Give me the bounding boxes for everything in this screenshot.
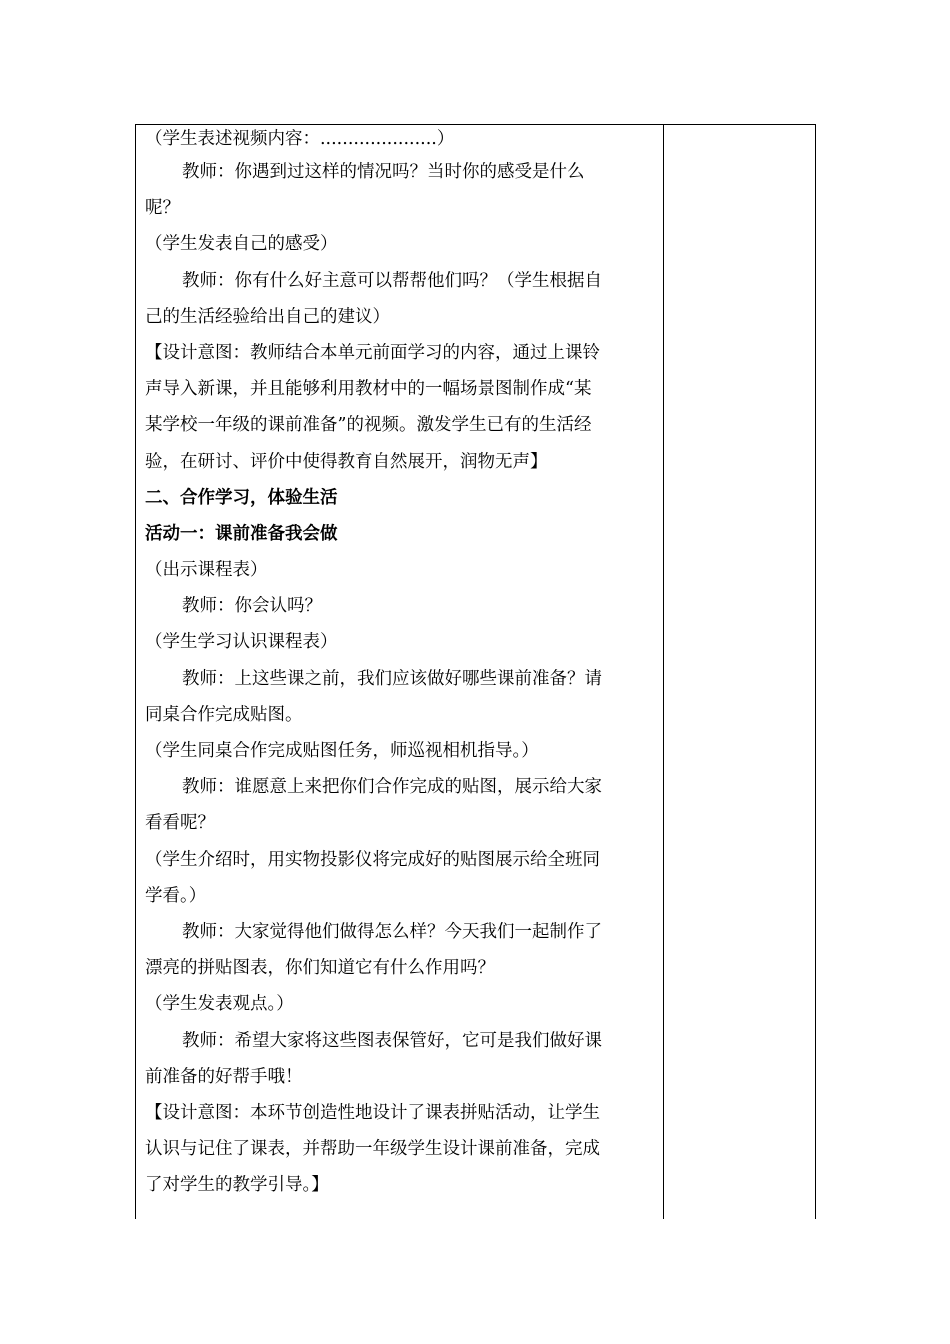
teacher-line-cont: 呢？: [145, 198, 180, 219]
teacher-line: 教师：上这些课之前，我们应该做好哪些课前准备？请: [182, 668, 602, 689]
design-intent-line: 验，在研讨、评价中使得教育自然展开，润物无声】: [145, 451, 548, 472]
notes-cell: [664, 125, 815, 1219]
design-intent-line: 某学校一年级的课前准备”的视频。激发学生已有的生活经: [145, 415, 592, 436]
teaching-process-cell: [145, 124, 655, 1203]
teacher-line-cont: 前准备的好帮手哦！: [145, 1066, 303, 1087]
student-line: （学生介绍时，用实物投影仪将完成好的贴图展示给全班同: [145, 849, 600, 870]
section-heading: 二、合作学习，体验生活: [145, 487, 338, 508]
design-intent-line: 【设计意图：本环节创造性地设计了课表拼贴活动，让学生: [145, 1102, 600, 1123]
student-line: （学生学习认识课程表）: [145, 632, 338, 653]
lesson-plan-table: [135, 124, 816, 1219]
student-line: （学生发表观点。）: [145, 994, 294, 1015]
teacher-line: 教师：你有什么好主意可以帮帮他们吗？（学生根据自: [182, 270, 602, 291]
design-intent-line: 了对学生的教学引导。】: [145, 1175, 329, 1196]
teacher-line: 教师：你会认吗？: [182, 596, 322, 617]
student-line-cont: 学看。）: [145, 885, 207, 906]
teacher-line-cont: 己的生活经验给出自己的建议）: [145, 306, 390, 327]
teacher-line: 教师：希望大家将这些图表保管好，它可是我们做好课: [182, 1030, 602, 1051]
teacher-line-cont: 看看呢？: [145, 813, 215, 834]
design-intent-line: 声导入新课，并且能够利用教材中的一幅场景图制作成“某: [145, 379, 592, 400]
teacher-line-cont: 漂亮的拼贴图表，你们知道它有什么作用吗？: [145, 958, 495, 979]
student-line: （出示课程表）: [145, 560, 268, 581]
design-intent-line: 【设计意图：教师结合本单元前面学习的内容，通过上课铃: [145, 342, 600, 363]
activity-heading: 活动一：课前准备我会做: [145, 523, 338, 544]
teacher-line: 教师：你遇到过这样的情况吗？当时你的感受是什么: [182, 162, 585, 182]
teacher-line: 教师：谁愿意上来把你们合作完成的贴图，展示给大家: [182, 777, 602, 798]
design-intent-line: 认识与记住了课表，并帮助一年级学生设计课前准备，完成: [145, 1139, 600, 1160]
student-video-description: （学生表述视频内容：.....................）: [145, 129, 455, 149]
teacher-line: 教师：大家觉得他们做得怎么样？今天我们一起制作了: [182, 921, 602, 942]
teacher-line-cont: 同桌合作完成贴图。: [145, 704, 303, 725]
table-right-border: [815, 124, 816, 1219]
table-left-border: [135, 124, 136, 1219]
student-line: （学生同桌合作完成贴图任务，师巡视相机指导。）: [145, 741, 539, 761]
student-line: （学生发表自己的感受）: [145, 234, 338, 255]
